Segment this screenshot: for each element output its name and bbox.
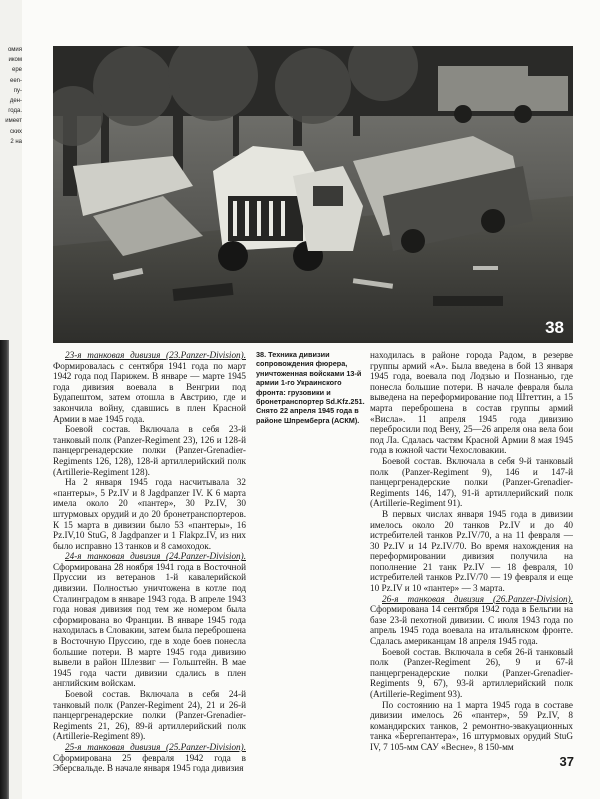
war-photo xyxy=(53,46,573,343)
body-paragraph xyxy=(370,456,573,509)
paragraph-text: Боевой состав. Включала в себя 9-й танковый полк (Panzer-Regiment 9), 146 и 147-й панцергренадерские полки (Panzer-Grenadier-Regiments 146, 147), 91-й артиллерийский полк (Artillerie-Regiment 91). xyxy=(370,455,573,509)
division-title: 25-я танковая дивизия (25.Panzer-Division). xyxy=(65,741,246,752)
previous-page-text-fragment: года. xyxy=(8,108,22,115)
destroyed-vehicles-photo xyxy=(53,46,573,343)
previous-page-text-fragment: иком xyxy=(8,57,22,64)
text-column-left xyxy=(53,350,246,774)
previous-page-text-fragment: 2 на xyxy=(10,138,22,145)
body-paragraph xyxy=(370,700,573,753)
previous-page-photo-edge xyxy=(0,340,9,799)
paragraph-text: Боевой состав. Включала в себя 23-й танковый полк (Panzer-Regiment 23), 126 и 128-й панцергренадерские полки (Panzer-Grenadier-Regiments 126, 128), 128-й артиллерийский полк (Artillerie-Regiment 128). xyxy=(53,424,246,477)
division-title: 24-я танковая дивизия (24.Panzer-Division). xyxy=(65,551,246,562)
photo-caption: 38. Техника дивизии сопровождения фюрера, уничтоженная войсками 13-й армии 1-го Украинского фронта: грузовики и бронетранспортер Sd.Kfz.251. Снято 22 апреля 1945 года в районе Шпремберга (АСКМ). xyxy=(256,350,365,425)
paragraph-text: В первых числах января 1945 года в дивизии имелось около 20 танков Pz.IV и до 40 истребителей танков Pz.IV/70, а на 11 февраля — 30 Pz.IV и 14 Pz.IV/70. Во время нахождения на переформировании дивизия получила на пополнение 21 танк Pz.IV — 18 февраля, 10 истребителей танков Pz.IV/70 — 19 февраля и еще 10 Pz.IV и 10 «пантер» — 3 марта. xyxy=(370,508,573,594)
body-paragraph xyxy=(370,647,573,700)
paragraph-text: По состоянию на 1 марта 1945 года в составе дивизии имелось 26 «пантер», 59 Pz.IV, 8 командирских танков, 2 ремонтно-эвакуационных танка «Бергепантера», 16 штурмовых орудий StuG IV, 7 105-мм САУ «Весне», 8 150-мм xyxy=(370,699,573,752)
paragraph-text: Формировалась с сентября 1941 года по март 1942 года под Парижем. В январе — марте 1945 года дивизия воевала в Венгрии под Будапештом, затем отошла в Австрию, где и закончила войну, сдавшись в плен Красной Армии в мае 1945 года. xyxy=(53,360,246,424)
body-paragraph xyxy=(53,424,246,477)
body-paragraph xyxy=(370,350,573,456)
division-title: 26-я танковая дивизия (26.Panzer-Division). xyxy=(382,593,573,604)
division-title: 23-я танковая дивизия (23.Panzer-Division). xyxy=(65,350,246,360)
previous-page-text-fragment: ере xyxy=(11,67,22,74)
division-heading-paragraph xyxy=(370,594,573,647)
body-paragraph xyxy=(53,689,246,742)
paragraph-text: находилась в районе города Радом, в резерве группы армий «А». Была введена в бой 13 января 1945 года, воевала под Лодзью и Познанью, где понесла большие потери. В начале февраля была выведена на переформирование под Штеттин, а 15 марта переброшена в состав группы армий «Висла». 11 апреля 1945 года дивизию перебросили под Вену, 25—26 апреля она вела бои под Ла. Сдалась частям Красной Армии 8 мая 1945 года в южной части Чехословакии. xyxy=(370,350,573,456)
paragraph-text: Сформирована 25 февраля 1942 года в Эберсвальде. В начале января 1945 года дивизия xyxy=(53,752,246,774)
paragraph-text: Боевой состав. Включала в себя 26-й танковый полк (Panzer-Regiment 26), 9 и 67-й панцергренадерские полки (Panzer-Grenadier-Regiments 9, 67), 93-й артиллерийский полк (Artillerie-Regiment 93). xyxy=(370,646,573,699)
previous-page-text-fragment: имеет xyxy=(5,118,22,125)
page-number: 37 xyxy=(559,754,574,769)
text-column-right xyxy=(370,350,573,753)
previous-page-text-fragment: ееn- xyxy=(9,77,22,84)
previous-page-text-fragment: ских xyxy=(10,128,22,135)
division-heading-paragraph xyxy=(53,350,246,424)
paragraph-text: На 2 января 1945 года насчитывала 32 «пантеры», 5 Pz.IV и 8 Jagdpanzer IV. К 6 марта имела около 20 «пантер», 30 Pz.IV, 30 штурмовых орудий и до 20 бронетранспортеров. К 15 марта в дивизии было 53 «пантеры», 16 Pz.IV,10 StuG, 8 Jagdpanzer и 1 Flakpz.IV, из них было исправно 13 танков и 8 самоходок. xyxy=(53,477,246,551)
paragraph-text: Сформирована 28 ноября 1941 года в Восточной Пруссии из ветеранов 1-й кавалерийской дивизии. Полностью уничтожена в котле под Сталинградом в январе 1943 года. В апреле 1943 года новая дивизия под тем же номером была сформирована во Франции. В январе 1945 года находилась в Словакии, затем была переброшена в Восточную Пруссию, где в ходе боев понесла большие потери. В марте 1945 года дивизию вывели в район Шлезвиг — Гольштейн. В мае 1945 года части дивизии сдались в плен английским войскам. xyxy=(53,561,246,689)
division-heading-paragraph xyxy=(53,551,246,689)
previous-page-text-fragment: ден- xyxy=(9,98,22,104)
previous-page-edge xyxy=(0,0,22,799)
previous-page-text-fragment: омия xyxy=(7,47,22,53)
paragraph-text: Боевой состав. Включала в себя 24-й танковый полк (Panzer-Regiment 24), 21 и 26-й панцергренадерские полки (Panzer-Grenadier-Regiments 21, 26), 89-й артиллерийский полк (Artillerie-Regiment 89). xyxy=(53,689,246,742)
body-paragraph xyxy=(370,509,573,594)
photo-number: 38 xyxy=(545,318,564,337)
previous-page-text-fragment: пу- xyxy=(13,87,22,94)
paragraph-text: Сформирована 14 сентября 1942 года в Бельгии на базе 23-й пехотной дивизии. С июля 1943 года по апрель 1945 года воевала на итальянском фронте. Сдалась американцам 18 апреля 1945 года. xyxy=(370,604,573,647)
body-paragraph xyxy=(53,477,246,551)
division-heading-paragraph xyxy=(53,742,246,774)
